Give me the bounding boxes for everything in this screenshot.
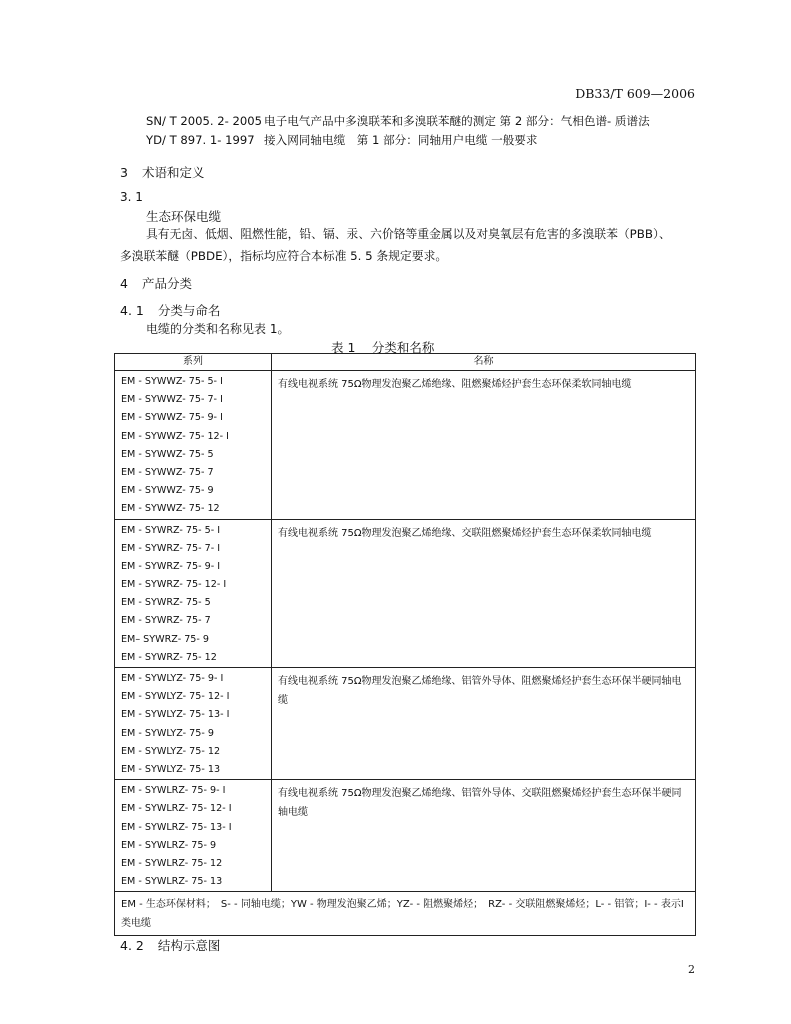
reference-title: 电子电气产品中多溴联苯和多溴联苯醚的测定 第 2 部分：气相色谱- 质谱法 — [264, 114, 650, 128]
table-row — [115, 780, 696, 892]
clause-title: 结构示意图 — [157, 938, 221, 953]
term-definition: 具有无卤、低烟、阻燃性能，铅、镉、汞、六价铬等重金属以及对臭氧层有危害的多溴联苯（PBB）、多溴联苯醚（PBDE），指标均应符合本标准 5. 5 条规定要求。 — [120, 227, 671, 263]
reference-line — [146, 132, 538, 148]
series-item: EM - SYWWZ- 75- 9 — [121, 485, 214, 497]
series-item: EM - SYWLRZ- 75- 12- Ⅰ — [121, 803, 232, 815]
series-item: EM - SYWRZ- 75- 5 — [121, 597, 211, 609]
name-cell: 有线电视系统 75Ω物理发泡聚乙烯绝缘、铝管外导体、交联阻燃聚烯烃护套生态环保半硬同轴电缆 — [272, 780, 696, 892]
series-item: EM - SYWLRZ- 75- 12 — [121, 857, 223, 869]
clause-4-1-heading — [120, 301, 220, 319]
reference-title: 接入网同轴电缆 第 1 部分：同轴用户电缆 一般要求 — [264, 133, 538, 147]
series-item: EM - SYWLRZ- 75- 9- Ⅰ — [121, 785, 226, 797]
page-number: 2 — [688, 963, 695, 976]
name-cell: 有线电视系统 75Ω物理发泡聚乙烯绝缘、铝管外导体、阻燃聚烯烃护套生态环保半硬同轴电缆 — [272, 668, 696, 780]
series-item: EM - SYWLRZ- 75- 13- Ⅰ — [121, 821, 232, 833]
series-item: EM - SYWWZ- 75- 5- Ⅰ — [121, 376, 223, 387]
series-item: EM - SYWWZ- 75- 12- Ⅰ — [121, 430, 230, 442]
series-cell — [115, 780, 272, 892]
table-row — [115, 371, 696, 520]
clause-number: 4. 1 — [120, 303, 144, 318]
column-header-name: 名称 — [272, 354, 696, 371]
series-item: EM - SYWLYZ- 75- 13- Ⅰ — [121, 709, 230, 721]
standard-id: DB33/T 609—2006 — [575, 86, 695, 101]
clause-number: 4. 2 — [120, 938, 144, 953]
table-row — [115, 668, 696, 780]
series-cell — [115, 668, 272, 780]
column-header-series: 系列 — [115, 354, 272, 371]
section-title: 产品分类 — [141, 276, 192, 291]
term-title: 生态环保电缆 — [146, 209, 222, 224]
reference-code: YD/ T 897. 1- 1997 — [146, 133, 255, 147]
classification-table — [114, 353, 696, 936]
table-header-row — [115, 354, 696, 371]
series-item: EM - SYWRZ- 75- 7 — [121, 615, 211, 627]
table-note-row — [115, 892, 696, 936]
series-item: EM - SYWWZ- 75- 9- Ⅰ — [121, 412, 223, 424]
series-item: EM - SYWRZ- 75- 5- Ⅰ — [121, 524, 221, 536]
series-item: EM - SYWLYZ- 75- 9 — [121, 727, 215, 739]
name-cell: 有线电视系统 75Ω物理发泡聚乙烯绝缘、阻燃聚烯烃护套生态环保柔软同轴电缆 — [272, 371, 696, 520]
section-number: 3 — [120, 165, 128, 180]
section-title: 术语和定义 — [141, 165, 205, 180]
series-item: EM - SYWWZ- 75- 7 — [121, 466, 214, 478]
series-item: EM - SYWWZ- 75- 5 — [121, 448, 214, 460]
reference-line — [146, 113, 650, 129]
series-item: EM - SYWWZ- 75- 12 — [121, 503, 220, 515]
series-cell — [115, 519, 272, 668]
series-item: EM - SYWLYZ- 75- 12- Ⅰ — [121, 691, 230, 703]
series-cell — [115, 371, 272, 520]
table-row — [115, 519, 696, 668]
series-item: EM - SYWLRZ- 75- 13 — [121, 876, 223, 888]
clause-text: 电缆的分类和名称见表 1。 — [146, 322, 290, 336]
series-item: EM - SYWLYZ- 75- 12 — [121, 745, 221, 757]
series-item: EM - SYWLRZ- 75- 9 — [121, 839, 217, 851]
series-item: EM - SYWWZ- 75- 7- Ⅰ — [121, 394, 223, 406]
series-item: EM - SYWRZ- 75- 9- Ⅰ — [121, 560, 221, 572]
series-item: EM - SYWRZ- 75- 12- Ⅰ — [121, 579, 227, 591]
reference-code: SN/ T 2005. 2- 2005 — [146, 114, 263, 128]
clause-number: 3. 1 — [120, 190, 143, 204]
table-note: EM - 生态环保材料； S- - 同轴电缆；YW - 物理发泡聚乙烯；YZ- - 阻燃聚烯烃； RZ- - 交联阻燃聚烯烃；L- - 铝管；Ⅰ- - 表示Ⅰ类电缆 — [115, 892, 696, 936]
section-number: 4 — [120, 276, 128, 291]
section-4-heading — [120, 274, 192, 292]
table-caption: 表 1 分类和名称 — [331, 340, 435, 355]
series-item: EM - SYWLYZ- 75- 9- Ⅰ — [121, 673, 224, 684]
clause-4-2-heading — [120, 936, 220, 954]
series-item: EM - SYWLYZ- 75- 13 — [121, 763, 221, 775]
series-item: EM - SYWRZ- 75- 7- Ⅰ — [121, 542, 221, 554]
name-cell: 有线电视系统 75Ω物理发泡聚乙烯绝缘、交联阻燃聚烯烃护套生态环保柔软同轴电缆 — [272, 519, 696, 668]
series-item: EM - SYWRZ- 75- 12 — [121, 651, 217, 663]
series-item: EM– SYWRZ- 75- 9 — [121, 633, 210, 645]
section-3-heading — [120, 163, 204, 181]
clause-title: 分类与命名 — [157, 303, 221, 318]
